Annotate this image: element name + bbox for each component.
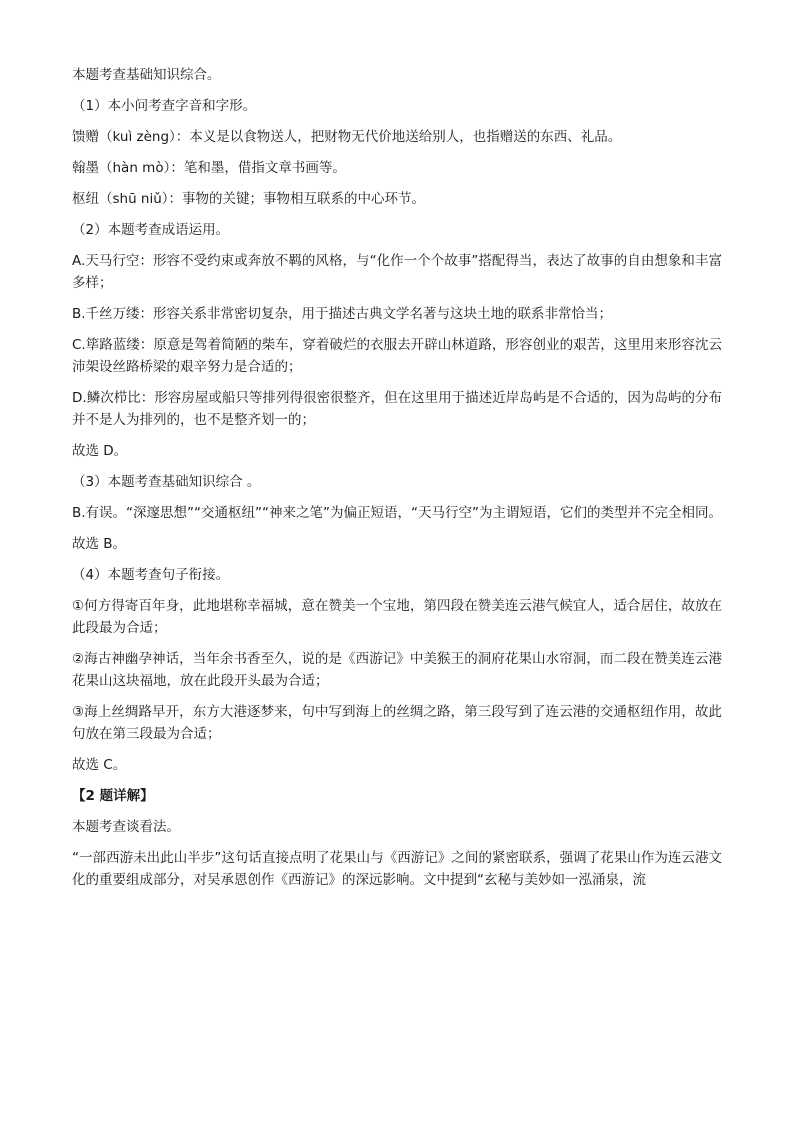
question-3-option-b: B.有误。“深邃思想”“交通枢纽”“神来之笔”为偏正短语，“天马行空”为主谓短语，它们的类型并不完全相同。 — [72, 505, 723, 521]
question-3-heading: （3）本题考查基础知识综合 。 — [72, 474, 261, 490]
intro-line: 本题考查基础知识综合。 — [72, 67, 221, 83]
question-2-option-c: C.筚路蓝缕：原意是驾着简陋的柴车，穿着破烂的衣服去开辟山林道路，形容创业的艰苦，这里用来形容沈云沛架设丝路桥梁的艰辛努力是合适的； — [72, 337, 722, 375]
section-2-heading: 【2 题详解】 — [72, 788, 154, 804]
document-page — [72, 64, 722, 900]
question-2-option-d: D.鳞次栉比：形容房屋或船只等排列得很密很整齐，但在这里用于描述近岸岛屿是不合适的，因为岛屿的分布并不是人为排列的，也不是整齐划一的； — [72, 390, 722, 428]
question-2-heading: （2）本题考查成语运用。 — [72, 222, 230, 238]
question-1-heading: （1）本小问考查字音和字形。 — [72, 98, 257, 114]
question-4-item-3: ③海上丝绸路早开，东方大港逐梦来，句中写到海上的丝绸之路，第三段写到了连云港的交通枢纽作用，故此句放在第三段最为合适； — [72, 704, 722, 742]
section-2-body: “一部西游未出此山半步”这句话直接点明了花果山与《西游记》之间的紧密联系，强调了花果山作为连云港文化的重要组成部分，对吴承恩创作《西游记》的深远影响。文中提到“玄秘与美妙如一泓涌泉，流 — [72, 850, 722, 888]
question-1-item-hanmo: 翰墨（hàn mò）：笔和墨，借指文章书画等。 — [72, 160, 346, 176]
question-2-option-a: A.天马行空：形容不受约束或奔放不羁的风格，与“化作一个个故事”搭配得当，表达了故事的自由想象和丰富多样； — [72, 253, 722, 291]
question-1-item-shuniu: 枢纽（shū niǔ）：事物的关键；事物相互联系的中心环节。 — [72, 191, 426, 207]
section-2-intro: 本题考查谈看法。 — [72, 819, 180, 835]
question-2-option-b: B.千丝万缕：形容关系非常密切复杂，用于描述古典文学名著与这块土地的联系非常恰当； — [72, 306, 613, 322]
question-4-heading: （4）本题考查句子衔接。 — [72, 567, 230, 583]
question-4-item-2: ②海古神幽孕神话，当年余书香至久，说的是《西游记》中美猴王的洞府花果山水帘洞，而二段在赞美连云港花果山这块福地，放在此段开头最为合适； — [72, 651, 722, 689]
question-2-answer: 故选 D。 — [72, 443, 128, 459]
question-4-answer: 故选 C。 — [72, 757, 127, 773]
question-4-item-1: ①何方得寄百年身，此地堪称幸福城，意在赞美一个宝地，第四段在赞美连云港气候宜人，适合居住，故放在此段最为合适； — [72, 598, 722, 636]
question-3-answer: 故选 B。 — [72, 536, 127, 552]
question-1-item-kuizeng: 馈赠（kuì zèng）：本义是以食物送人，把财物无代价地送给别人，也指赠送的东西、礼品。 — [72, 129, 622, 145]
